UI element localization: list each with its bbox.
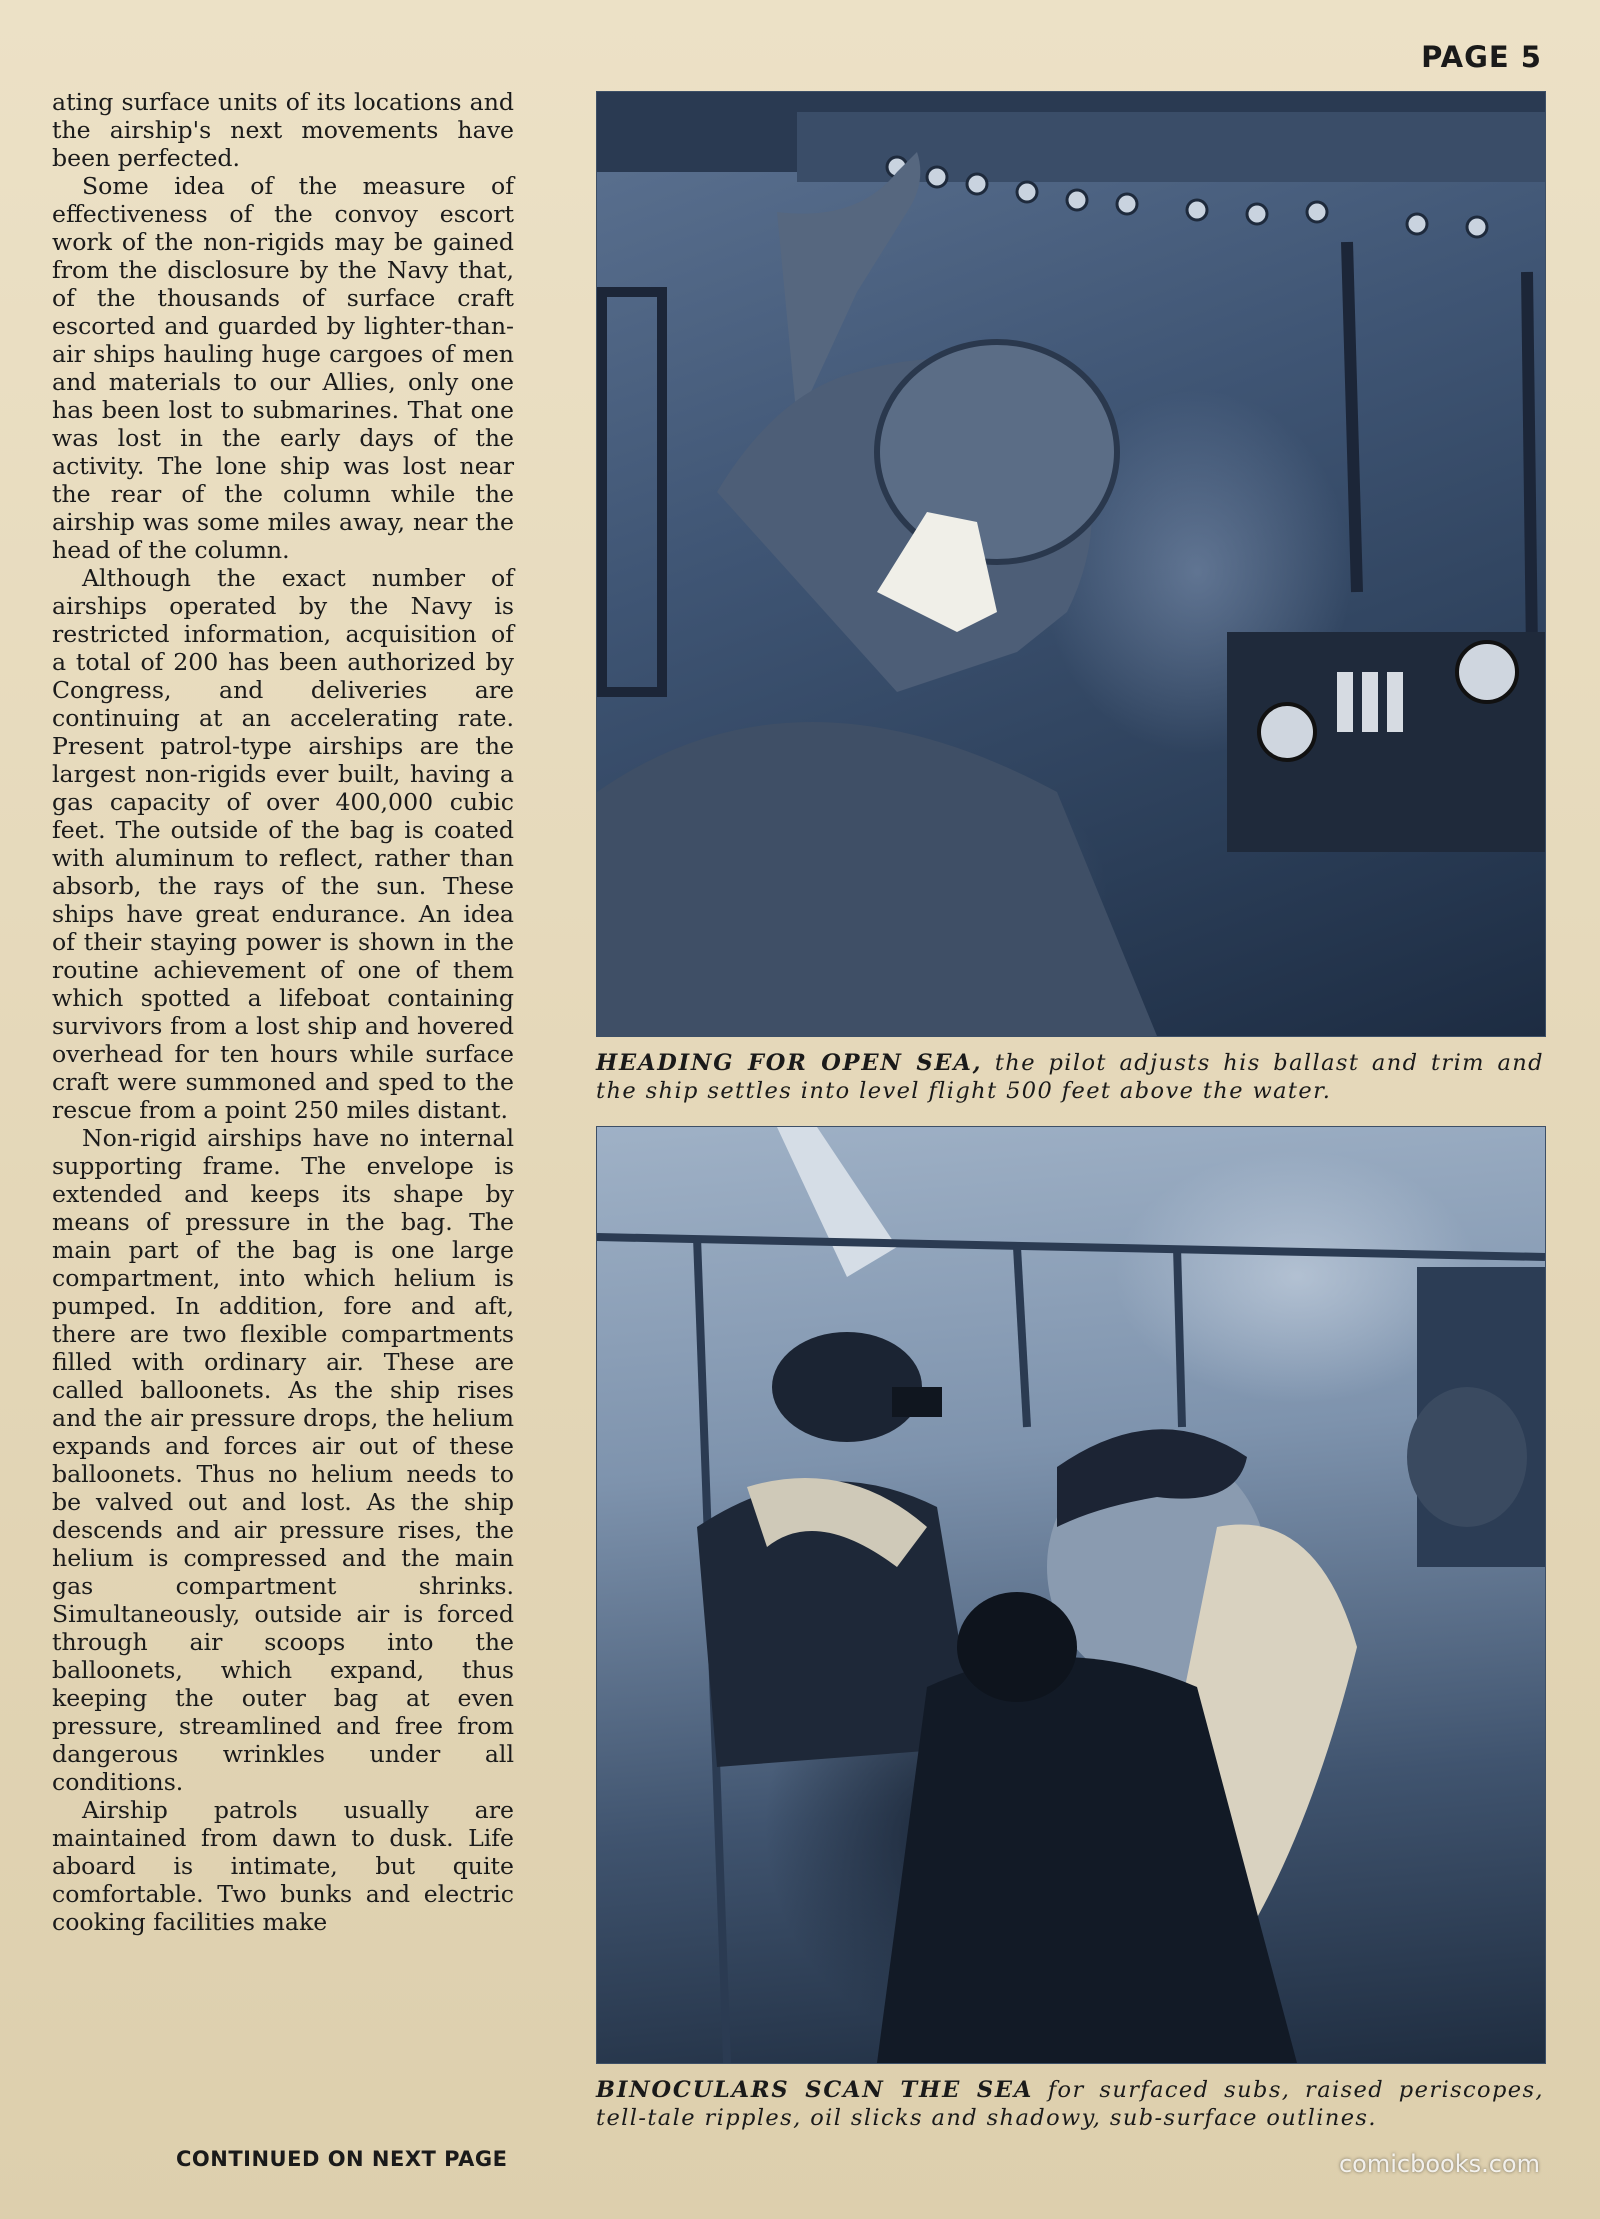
article-paragraph: ating surface units of its locations and the airship's next movements have been perfected. <box>52 88 514 172</box>
article-paragraph: Some idea of the measure of effectiveness of the convoy escort work of the non-rigids may be gained from the disclosure by the Navy that, of the thousands of surface craft escorted and guarded by lighter-than-air ships hauling huge cargoes of men and materials to our Allies, only one has been lost to submarines. That one was lost in the early days of the activity. The lone ship was lost near the rear of the column while the airship was some miles away, near the head of the column. <box>52 172 514 564</box>
site-watermark: comicbooks.com <box>1338 2150 1540 2178</box>
continued-notice: CONTINUED ON NEXT PAGE <box>176 2147 508 2171</box>
photo-pilot-cockpit <box>596 91 1546 1037</box>
photo-crew-binoculars <box>596 1126 1546 2064</box>
page-number: PAGE 5 <box>1421 40 1542 74</box>
caption-text: for surfaced subs, raised periscopes, tell-tale ripples, oil slicks and shadowy, sub-surface outlines. <box>596 2077 1544 2131</box>
caption-text: the pilot adjusts his ballast and trim and the ship settles into level flight 500 feet above the water. <box>596 1050 1544 1104</box>
photo-crew-illustration <box>597 1127 1545 2063</box>
caption-lead: BINOCULARS SCAN THE SEA <box>596 2077 1034 2103</box>
photo-pilot-illustration <box>597 92 1545 1036</box>
article-paragraph: Non-rigid airships have no internal supporting frame. The envelope is extended and keeps its shape by means of pressure in the bag. The main part of the bag is one large compartment, into which helium is pumped. In addition, fore and aft, there are two flexible compartments filled with ordinary air. These are called balloonets. As the ship rises and the air pressure drops, the helium expands and forces air out of these balloonets. Thus no helium needs to be valved out and lost. As the ship descends and air pressure rises, the helium is compressed and the main gas compartment shrinks. Simultaneously, outside air is forced through air scoops into the balloonets, which expand, thus keeping the outer bag at even pressure, streamlined and free from dangerous wrinkles under all conditions. <box>52 1124 514 1796</box>
photo-caption-binoculars <box>596 2076 1544 2132</box>
photo-caption-pilot <box>596 1049 1544 1105</box>
article-paragraph: Although the exact number of airships operated by the Navy is restricted information, acquisition of a total of 200 has been authorized by Congress, and deliveries are continuing at an accelerating rate. Present patrol-type airships are the largest non-rigids ever built, having a gas capacity of over 400,000 cubic feet. The outside of the bag is coated with aluminum to reflect, rather than absorb, the rays of the sun. These ships have great endurance. An idea of their staying power is shown in the routine achievement of one of them which spotted a lifeboat containing survivors from a lost ship and hovered overhead for ten hours while surface craft were summoned and sped to the rescue from a point 250 miles distant. <box>52 564 514 1124</box>
caption-lead: HEADING FOR OPEN SEA, <box>596 1050 983 1076</box>
article-column <box>52 88 514 1936</box>
article-paragraph: Airship patrols usually are maintained from dawn to dusk. Life aboard is intimate, but quite comfortable. Two bunks and electric cooking facilities make <box>52 1796 514 1936</box>
